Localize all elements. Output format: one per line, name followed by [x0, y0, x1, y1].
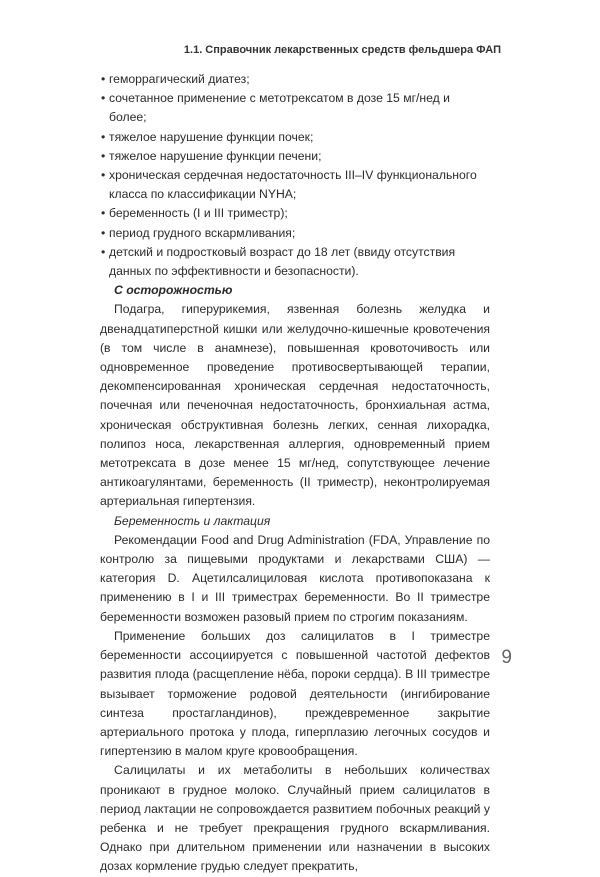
bullet-icon: •	[101, 148, 106, 163]
contraindications-list	[100, 70, 490, 281]
list-item-text: тяжелое нарушение функции печени;	[109, 148, 322, 163]
list-item	[100, 204, 490, 223]
list-item-text: хроническая сердечная недостаточность III–IV функционального класса по классификации NYHA;	[109, 168, 477, 202]
pregnancy-paragraph-fda: Рекомендации Food and Drug Administration (FDA, Управление по контролю за пищевыми продуктами и лекарствами США) — категория D. Ацетилсалициловая кислота противопоказана к применению в I и III триместрах беременности. Во II триместре беременности возможен разовый прием по строгим показаниям.	[100, 532, 490, 624]
running-header: 1.1. Справочник лекарственных средств фельдшера ФАП	[183, 44, 501, 56]
list-item-text: геморрагический диатез;	[109, 72, 250, 86]
bullet-icon: •	[101, 206, 106, 221]
bullet-icon: •	[101, 168, 106, 183]
list-item-text: беременность (I и III триместр);	[109, 206, 288, 221]
list-item	[100, 147, 490, 166]
list-item	[100, 224, 490, 243]
list-item-text: сочетанное применение с метотрексатом в дозе 15 мг/нед и более;	[109, 91, 450, 125]
caution-paragraph: Подагра, гиперурикемия, язвенная болезнь желудка и двенадцатиперстной кишки или желудочно-кишечные кровотечения (в том числе в анамнезе), повышенная кровоточивость или одновременное проведение противосвертывающей терапии, декомпенсированная хроническая сердечная недостаточность, почечная или печеночная недостаточность, бронхиальная астма, хроническая обструктивная болезнь легких, сенная лихорадка, полипоз носа, лекарственная аллергия, одновременный прием метотрексата в дозе менее 15 мг/нед, сопутствующее лечение антикоагулянтами, беременность (II триместр), неконтролируемая артериальная гипертензия.	[100, 302, 490, 509]
bullet-icon: •	[101, 91, 106, 106]
bullet-icon: •	[101, 225, 106, 240]
list-item	[100, 89, 490, 127]
bullet-icon: •	[101, 244, 106, 259]
list-item-text: тяжелое нарушение функции почек;	[109, 129, 314, 144]
caution-heading: С осторожностью	[114, 283, 233, 298]
pregnancy-heading: Беременность и лактация	[114, 513, 271, 528]
list-item-text: период грудного вскармливания;	[109, 225, 296, 240]
page-content	[100, 70, 490, 877]
list-item	[100, 166, 490, 204]
list-item	[100, 70, 490, 89]
list-item-text: детский и подростковый возраст до 18 лет (ввиду отсутствия данных по эффективности и безопасности).	[109, 244, 456, 279]
list-item	[100, 243, 490, 281]
lactation-paragraph: Салицилаты и их метаболиты в небольших количествах проникают в грудное молоко. Случайный прием салицилатов в период лактации не сопровождается развитием побочных реакций у ребенка и не требует прекращения грудного вскармливания. Однако при длительном применении или назначении в высоких дозах кормление грудью следует прекратить,	[100, 763, 490, 874]
list-item	[100, 128, 490, 147]
bullet-icon: •	[101, 72, 106, 86]
pregnancy-paragraph-doses: Применение больших доз салицилатов в I триместре беременности ассоциируется с повышенной частотой дефектов развития плода (расщепление нёба, пороки сердца). В III триместре вызывает торможение родовой деятельности (ингибирование синтеза простагландинов), преждевременное закрытие артериального протока у плода, гиперплазию легочных сосудов и гипертензию в малом круге кровообращения.	[100, 628, 490, 759]
bullet-icon: •	[101, 129, 106, 144]
page-number: 9	[501, 647, 512, 668]
